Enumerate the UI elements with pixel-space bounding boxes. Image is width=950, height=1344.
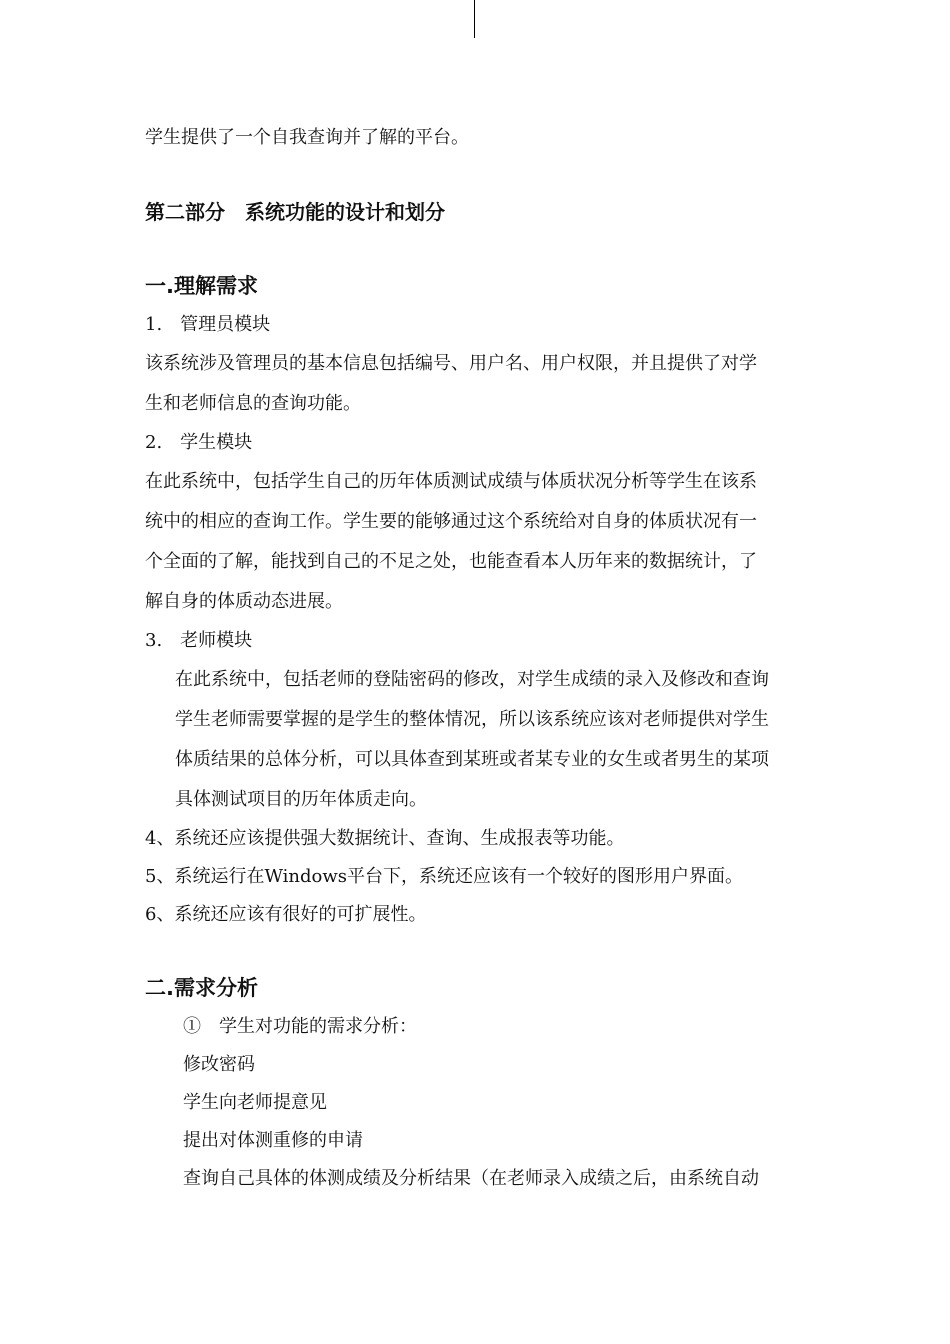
teacher-module-title: 3. 老师模块 [145, 630, 253, 651]
section2-heading: 二.需求分析 [145, 976, 258, 1000]
requirement-item: 4、系统还应该提供强大数据统计、查询、生成报表等功能。 [145, 828, 625, 849]
page-top-rule [474, 0, 475, 38]
part-heading: 第二部分 系统功能的设计和划分 [145, 200, 445, 224]
student-module-line: 统中的相应的查询工作。学生要的能够通过这个系统给对自身的体质状况有一 [145, 511, 757, 532]
analysis-line: 提出对体测重修的申请 [183, 1130, 363, 1151]
student-module-line: 个全面的了解，能找到自己的不足之处，也能查看本人历年来的数据统计，了 [145, 551, 757, 572]
intro-tail-text: 学生提供了一个自我查询并了解的平台。 [145, 127, 469, 148]
requirement-item: 6、系统还应该有很好的可扩展性。 [145, 904, 427, 925]
teacher-module-line: 体质结果的总体分析，可以具体查到某班或者某专业的女生或者男生的某项 [175, 749, 769, 770]
teacher-module-line: 具体测试项目的历年体质走向。 [175, 789, 427, 810]
analysis-line: 修改密码 [183, 1054, 255, 1075]
student-module-line: 解自身的体质动态进展。 [145, 591, 343, 612]
analysis-line: 学生向老师提意见 [183, 1092, 327, 1113]
admin-module-line: 该系统涉及管理员的基本信息包括编号、用户名、用户权限，并且提供了对学 [145, 353, 757, 374]
admin-module-line: 生和老师信息的查询功能。 [145, 393, 361, 414]
document-body [145, 118, 815, 1198]
section1-heading: 一.理解需求 [145, 274, 258, 298]
student-module-title: 2. 学生模块 [145, 432, 253, 453]
section2-subheading: ① 学生对功能的需求分析： [183, 1016, 417, 1037]
teacher-module-line: 学生老师需要掌握的是学生的整体情况，所以该系统应该对老师提供对学生 [175, 709, 769, 730]
requirement-item: 5、系统运行在Windows平台下，系统还应该有一个较好的图形用户界面。 [145, 866, 743, 887]
admin-module-title: 1. 管理员模块 [145, 314, 271, 335]
student-module-line: 在此系统中，包括学生自己的历年体质测试成绩与体质状况分析等学生在该系 [145, 471, 757, 492]
analysis-line: 查询自己具体的体测成绩及分析结果（在老师录入成绩之后，由系统自动 [183, 1168, 759, 1189]
teacher-module-line: 在此系统中，包括老师的登陆密码的修改，对学生成绩的录入及修改和查询 [175, 669, 769, 690]
